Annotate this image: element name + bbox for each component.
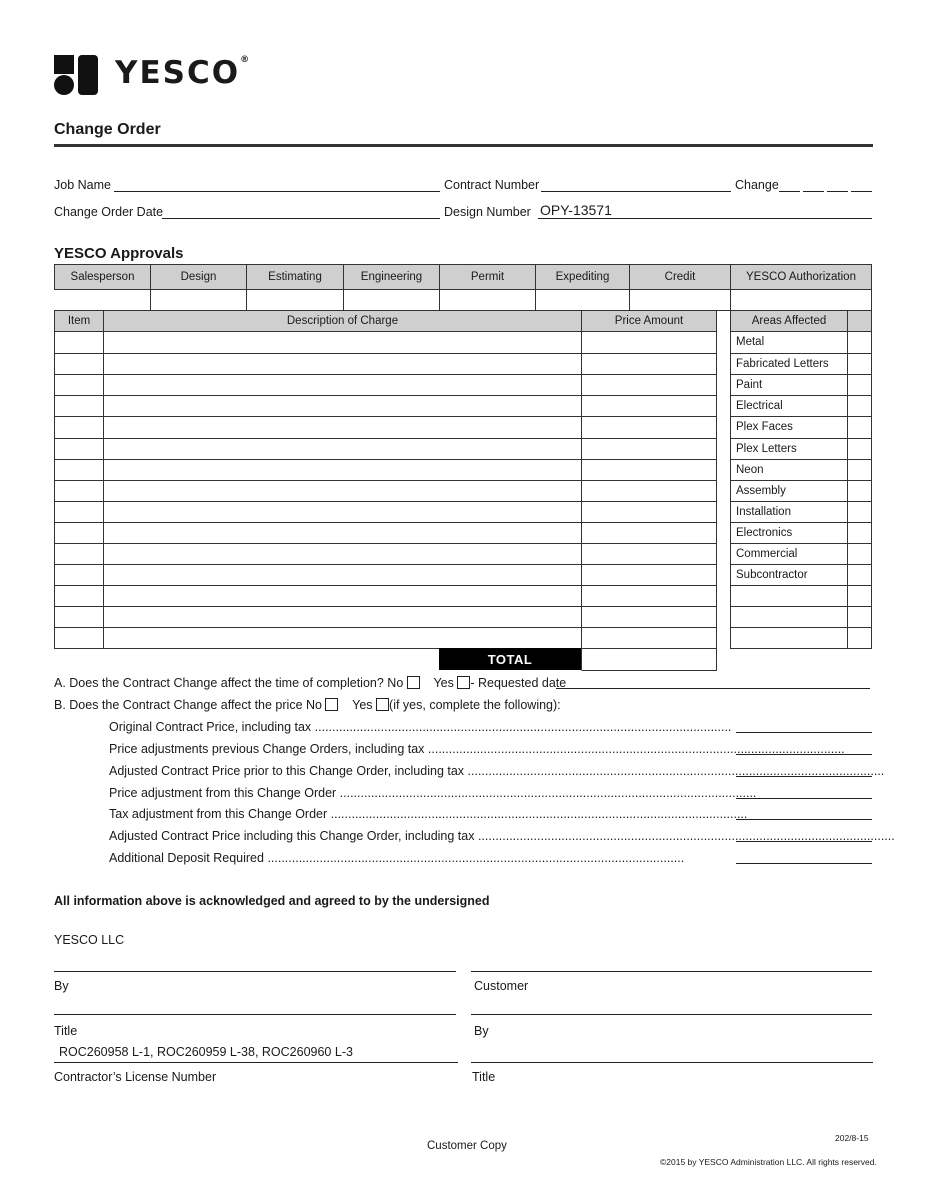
- question-a-yes-label: Yes: [433, 676, 454, 690]
- description-header: Description of Charge: [103, 310, 582, 332]
- approval-header-expediting: Expediting: [535, 264, 630, 290]
- approval-header-design: Design: [150, 264, 247, 290]
- change-order-date-label: Change Order Date: [54, 205, 164, 219]
- area-assembly: Assembly: [736, 485, 786, 497]
- license-number-field[interactable]: [54, 1062, 458, 1063]
- question-b-no-checkbox[interactable]: [325, 698, 338, 711]
- customer-copy-label: Customer Copy: [427, 1140, 507, 1152]
- change-field-1[interactable]: [779, 191, 800, 192]
- question-b-note: (if yes, complete the following):: [389, 698, 561, 712]
- price-field-adjusted-prior[interactable]: [736, 776, 872, 777]
- form-title: Change Order: [54, 121, 161, 138]
- total-label-box: [439, 648, 581, 670]
- area-subcontractor: Subcontractor: [736, 569, 808, 581]
- customer-title-field[interactable]: [471, 1062, 873, 1063]
- area-electronics: Electronics: [736, 527, 793, 539]
- charges-grid[interactable]: [54, 331, 717, 671]
- approvals-heading: YESCO Approvals: [54, 245, 184, 262]
- design-number-label: Design Number: [444, 205, 531, 219]
- yesco-logo-mark-icon: [54, 55, 100, 95]
- area-electrical: Electrical: [736, 400, 783, 412]
- approval-header-estimating: Estimating: [246, 264, 344, 290]
- areas-header-check: [847, 310, 872, 332]
- area-commercial: Commercial: [736, 548, 798, 560]
- approval-sign-credit-left: [730, 289, 731, 311]
- question-b-text: B. Does the Contract Change affect the price No: [54, 698, 322, 712]
- customer-by-label: By: [474, 1024, 489, 1038]
- charges-table: [54, 310, 717, 671]
- change-field-2[interactable]: [803, 191, 824, 192]
- design-number-field[interactable]: [538, 218, 872, 219]
- customer-title-label: Title: [472, 1070, 496, 1084]
- question-a-text: A. Does the Contract Change affect the time of completion? No: [54, 676, 404, 690]
- approval-sign-salesperson[interactable]: [150, 289, 151, 311]
- approval-sign-design[interactable]: [246, 289, 247, 311]
- total-label: TOTAL: [487, 651, 533, 667]
- customer-signature-field[interactable]: [471, 971, 872, 972]
- area-neon: Neon: [736, 464, 764, 476]
- title-field[interactable]: [54, 1014, 456, 1015]
- approval-sign-permit[interactable]: [535, 289, 536, 311]
- requested-date-field[interactable]: [556, 688, 870, 689]
- price-line-adjustment: Price adjustment from this Change Order ........................................................................................................................: [109, 786, 757, 800]
- contract-number-field[interactable]: [541, 191, 731, 192]
- price-header: Price Amount: [581, 310, 717, 332]
- change-order-date-field[interactable]: [162, 218, 440, 219]
- by-signature-field[interactable]: [54, 971, 456, 972]
- license-number-label: Contractor’s License Number: [54, 1070, 217, 1084]
- change-field-3[interactable]: [827, 191, 848, 192]
- form-code: 202/8-15: [835, 1133, 869, 1143]
- question-a-no-checkbox[interactable]: [407, 676, 420, 689]
- price-line-adjusted-including: Adjusted Contract Price including this Change Order, including tax ........................................................................................................................: [109, 829, 895, 843]
- question-b-yes-label: Yes: [352, 698, 373, 712]
- question-a-yes-checkbox[interactable]: [457, 676, 470, 689]
- by-label: By: [54, 979, 69, 993]
- contract-number-label: Contract Number: [444, 178, 540, 192]
- price-field-tax[interactable]: [736, 819, 872, 820]
- question-b-yes-checkbox[interactable]: [376, 698, 389, 711]
- acknowledgement-text: All information above is acknowledged and agreed to by the undersigned: [54, 894, 490, 908]
- job-name-label: Job Name: [54, 178, 111, 192]
- title-rule: [54, 144, 873, 147]
- approval-header-engineering: Engineering: [343, 264, 440, 290]
- change-label: Change: [735, 178, 779, 192]
- price-field-adjustment[interactable]: [736, 798, 872, 799]
- area-plex-faces: Plex Faces: [736, 421, 793, 433]
- price-line-adjusted-prior: Adjusted Contract Price prior to this Change Order, including tax ........................................................................................................................: [109, 764, 885, 778]
- approval-header-credit: Credit: [629, 264, 731, 290]
- price-line-tax: Tax adjustment from this Change Order ........................................................................................................................: [109, 807, 748, 821]
- approval-header-permit: Permit: [439, 264, 536, 290]
- question-a-requested-label: - Requested date: [470, 676, 567, 690]
- approval-header-authorization: YESCO Authorization: [730, 264, 872, 290]
- company-name: YESCO®: [115, 55, 252, 91]
- price-line-original: Original Contract Price, including tax ........................................................................................................................: [109, 720, 732, 734]
- design-number-value: OPY-13571: [540, 202, 612, 218]
- area-plex-letters: Plex Letters: [736, 443, 797, 455]
- approval-sign-engineering[interactable]: [439, 289, 440, 311]
- approval-signature-row: [54, 289, 872, 312]
- customer-by-field[interactable]: [471, 1014, 872, 1015]
- title-label: Title: [54, 1024, 78, 1038]
- approval-sign-right: [871, 289, 872, 311]
- item-header: Item: [54, 310, 104, 332]
- areas-header: Areas Affected: [730, 310, 848, 332]
- question-b: [54, 698, 561, 712]
- approval-sign-estimating[interactable]: [343, 289, 344, 311]
- price-field-deposit[interactable]: [736, 863, 872, 864]
- total-amount-field[interactable]: [581, 648, 717, 670]
- job-name-field[interactable]: [114, 191, 440, 192]
- area-metal: Metal: [736, 336, 765, 348]
- price-field-original[interactable]: [736, 732, 872, 733]
- change-field-4[interactable]: [851, 191, 872, 192]
- approval-header-salesperson: Salesperson: [54, 264, 151, 290]
- price-field-previous[interactable]: [736, 754, 872, 755]
- question-a: [54, 676, 566, 690]
- copyright-text: ©2015 by YESCO Administration LLC. All rights reserved.: [660, 1157, 877, 1167]
- area-paint: Paint: [736, 379, 763, 391]
- signature-company: YESCO LLC: [54, 933, 125, 947]
- areas-table: [730, 310, 872, 649]
- area-installation: Installation: [736, 506, 791, 518]
- approval-sign-expediting[interactable]: [629, 289, 630, 311]
- price-field-adjusted-including[interactable]: [736, 841, 872, 842]
- area-fabricated-letters: Fabricated Letters: [736, 358, 829, 370]
- price-line-deposit: Additional Deposit Required ........................................................................................................................: [109, 851, 685, 865]
- license-number-value: ROC260958 L-1, ROC260959 L-38, ROC260960 L-3: [59, 1045, 353, 1059]
- yesco-logo: [54, 55, 100, 95]
- customer-label: Customer: [474, 979, 529, 993]
- price-line-previous: Price adjustments previous Change Orders, including tax ........................................................................................................................: [109, 742, 845, 756]
